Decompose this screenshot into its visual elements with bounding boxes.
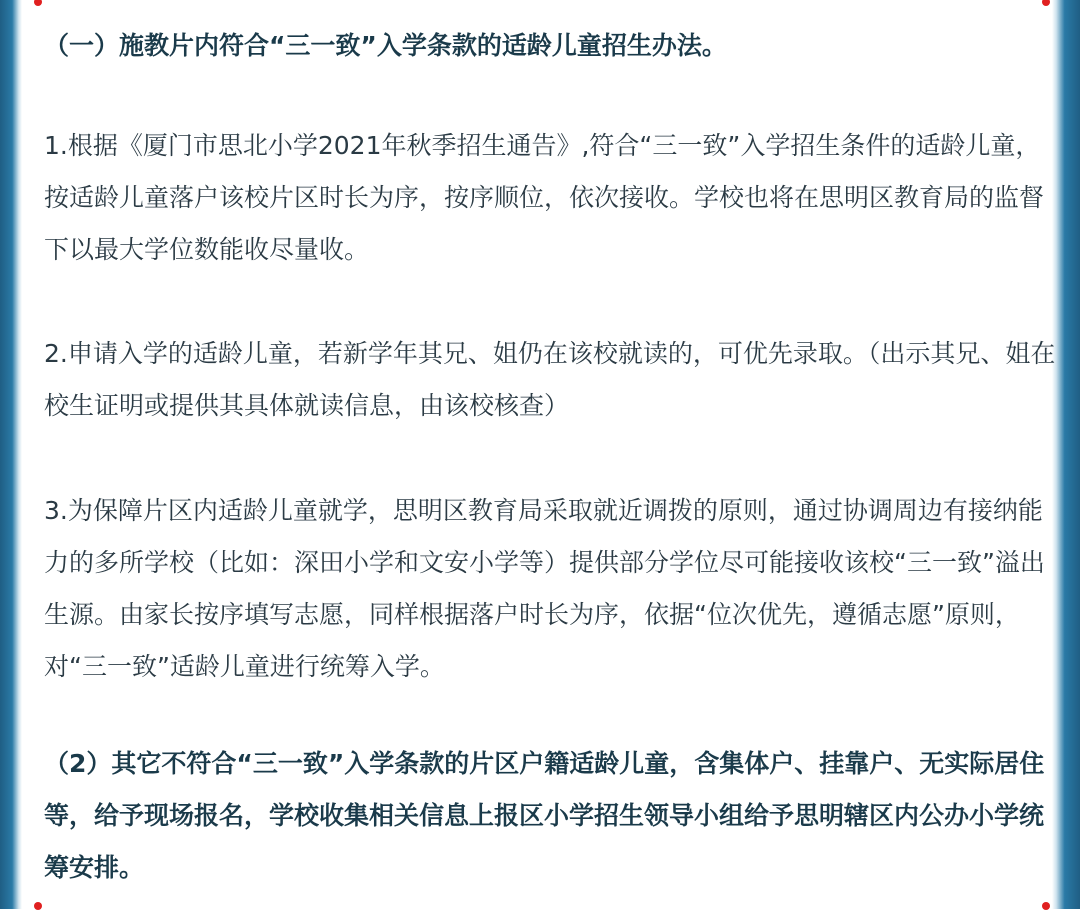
paragraph-item-2: 2.申请入学的适龄儿童，若新学年其兄、姐仍在该校就读的，可优先录取。（出示其兄、姐在校生证明或提供其具体就读信息，由该校核查） [44,339,1056,420]
left-border [0,0,22,909]
section-heading-1: （一）施教片内符合“三一致”入学条款的适龄儿童招生办法。 [44,31,727,60]
right-border [1052,0,1080,909]
section-heading-2: （2）其它不符合“三一致”入学条款的片区户籍适龄儿童，含集体户、挂靠户、无实际居住等，给予现场报名，学校收集相关信息上报区小学招生领导小组给予思明辖区内公办小学统筹安排。 [44,749,1045,882]
paragraph-item-1: 1.根据《厦门市思北小学2021年秋季招生通告》,符合“三一致”入学招生条件的适龄儿童，按适龄儿童落户该校片区时长为序，按序顺位，依次接收。学校也将在思明区教育局的监督下以最大学位数能收尽量收。 [44,131,1045,264]
paragraph-item-3: 3.为保障片区内适龄儿童就学，思明区教育局采取就近调拨的原则，通过协调周边有接纳能力的多所学校（比如：深田小学和文安小学等）提供部分学位尽可能接收该校“三一致”溢出生源。由家长按序填写志愿，同样根据落户时长为序，依据“位次优先，遵循志愿”原则，对“三一致”适龄儿童进行统筹入学。 [44,496,1045,681]
corner-dot-top-right [1042,0,1050,6]
corner-dot-top-left [34,0,42,6]
